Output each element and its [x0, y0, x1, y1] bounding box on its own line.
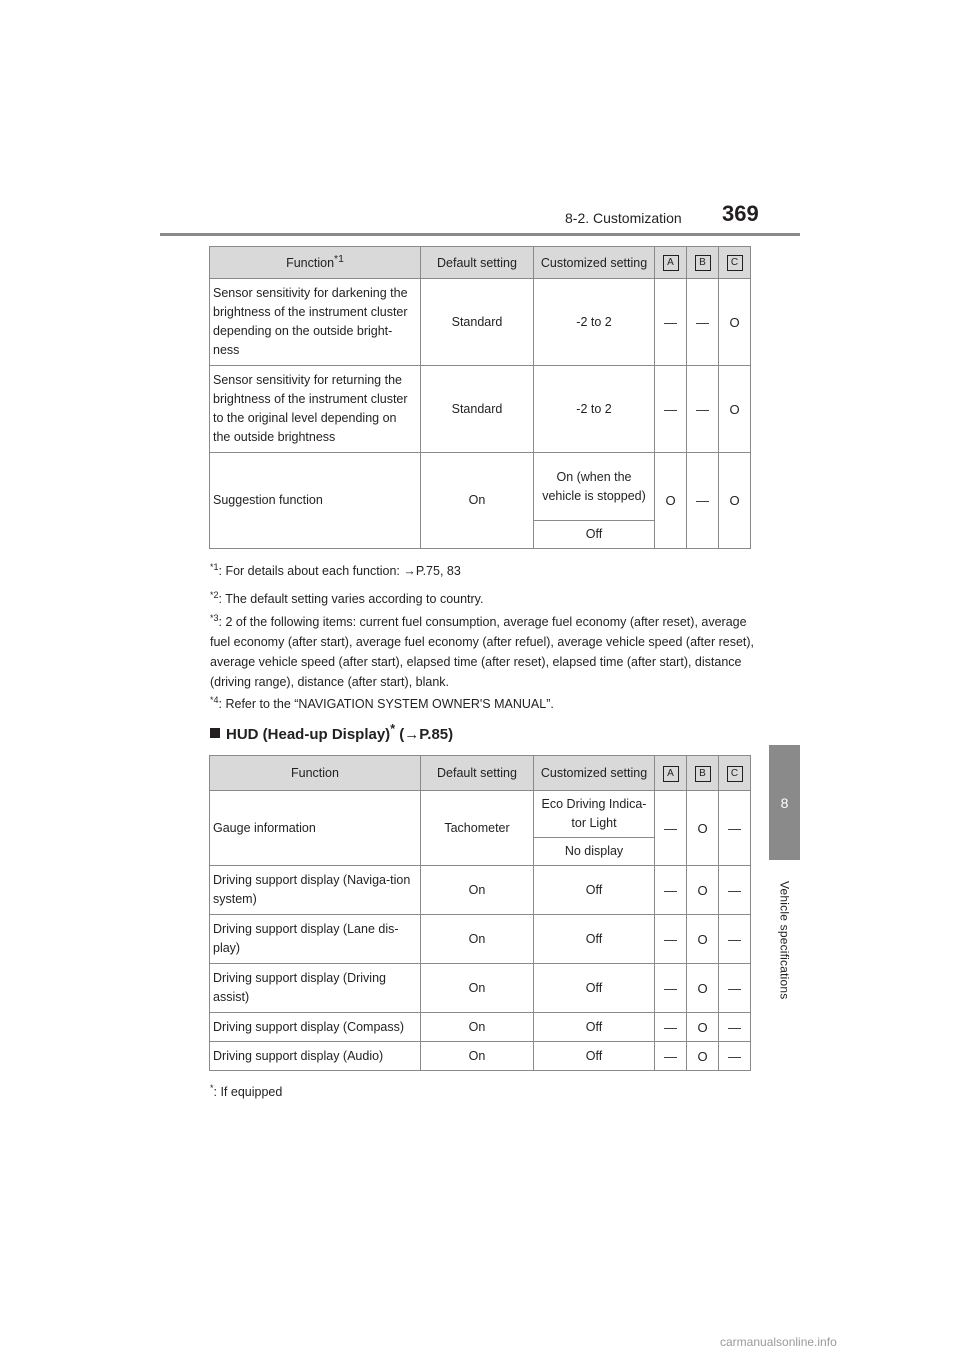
function-cell: Driving support display (Audio)	[210, 1042, 421, 1071]
footnote-if-equipped: *: If equipped	[210, 1083, 283, 1100]
table-row	[210, 1042, 751, 1071]
customized-cell: -2 to 2	[534, 366, 655, 453]
hud-settings-table	[209, 755, 751, 1071]
customized-setting-header: Customized setting	[534, 247, 655, 279]
b-mark: —	[687, 453, 719, 549]
customized-cell: -2 to 2	[534, 279, 655, 366]
c-mark: —	[719, 1013, 751, 1042]
default-setting-header: Default setting	[421, 756, 534, 791]
customized-cell: Off	[534, 1042, 655, 1071]
a-mark: O	[655, 453, 687, 549]
table-header-row	[210, 756, 751, 791]
default-cell: On	[421, 915, 534, 964]
column-c-header	[719, 756, 751, 791]
footnote: $^{*1}$: For details about each function: →P.75, 83	[210, 562, 461, 579]
b-box-icon: B	[695, 255, 711, 271]
table-row	[210, 366, 751, 453]
table-row	[210, 866, 751, 915]
function-header: Function	[210, 756, 421, 791]
customized-cell: Off	[534, 915, 655, 964]
b-mark: O	[687, 964, 719, 1013]
table-row	[210, 453, 751, 521]
default-cell: On	[421, 1042, 534, 1071]
a-mark: —	[655, 866, 687, 915]
customized-cell: Off	[534, 521, 655, 549]
footnote: $^{*4}$: Refer to the “NAVIGATION SYSTEM OWNER'S MANUAL”.	[210, 695, 554, 712]
a-mark: —	[655, 791, 687, 866]
function-cell: Sensor sensitivity for returning the brightness of the instrument cluster to the original level depending on the outside brightness	[210, 366, 421, 453]
default-cell: On	[421, 964, 534, 1013]
column-a-header	[655, 247, 687, 279]
customized-cell: On (when the vehicle is stopped)	[534, 453, 655, 521]
c-mark: —	[719, 866, 751, 915]
meter-settings-table	[209, 246, 751, 549]
header-divider	[160, 233, 800, 236]
c-mark: O	[719, 366, 751, 453]
customized-cell: Eco Driving Indica-tor Light	[534, 791, 655, 838]
a-mark: —	[655, 279, 687, 366]
function-cell: Suggestion function	[210, 453, 421, 549]
default-cell: On	[421, 453, 534, 549]
column-b-header	[687, 756, 719, 791]
a-mark: —	[655, 1013, 687, 1042]
default-cell: Standard	[421, 366, 534, 453]
customized-cell: Off	[534, 866, 655, 915]
function-cell: Driving support display (Compass)	[210, 1013, 421, 1042]
b-mark: O	[687, 791, 719, 866]
watermark: carmanualsonline.info	[720, 1335, 837, 1349]
column-c-header	[719, 247, 751, 279]
table-row	[210, 915, 751, 964]
a-mark: —	[655, 964, 687, 1013]
a-mark: —	[655, 1042, 687, 1071]
default-setting-header: Default setting	[421, 247, 534, 279]
c-mark: —	[719, 791, 751, 866]
table-row	[210, 279, 751, 366]
default-cell: Tachometer	[421, 791, 534, 866]
hud-section-heading: HUD (Head-up Display)* (→P.85)	[210, 722, 453, 743]
b-mark: O	[687, 866, 719, 915]
c-box-icon: C	[727, 766, 743, 782]
a-mark: —	[655, 915, 687, 964]
section-title: 8-2. Customization	[565, 210, 682, 226]
table-row	[210, 964, 751, 1013]
customized-cell: Off	[534, 964, 655, 1013]
a-box-icon: A	[663, 766, 679, 782]
function-header: Function$^{*1}$	[210, 247, 421, 279]
c-mark: O	[719, 279, 751, 366]
table-row	[210, 1013, 751, 1042]
c-mark: —	[719, 964, 751, 1013]
function-cell: Driving support display (Driving assist)	[210, 964, 421, 1013]
b-mark: O	[687, 1042, 719, 1071]
default-cell: Standard	[421, 279, 534, 366]
table-row	[210, 791, 751, 838]
bullet-square-icon	[210, 728, 220, 738]
a-mark: —	[655, 366, 687, 453]
chapter-tab: 8	[769, 745, 800, 860]
column-a-header	[655, 756, 687, 791]
default-cell: On	[421, 1013, 534, 1042]
c-box-icon: C	[727, 255, 743, 271]
b-mark: O	[687, 915, 719, 964]
footnote: $^{*2}$: The default setting varies according to country.	[210, 590, 484, 607]
b-box-icon: B	[695, 766, 711, 782]
c-mark: —	[719, 1042, 751, 1071]
c-mark: O	[719, 453, 751, 549]
b-mark: —	[687, 366, 719, 453]
a-box-icon: A	[663, 255, 679, 271]
column-b-header	[687, 247, 719, 279]
function-cell: Gauge information	[210, 791, 421, 866]
page-number: 369	[722, 201, 759, 226]
footnote: $^{*3}$: 2 of the following items: current fuel consumption, average fuel economy (after reset), average fuel economy (after start), average fuel economy (after refuel), average vehicle speed (after reset), average vehicle speed (after start), elapsed time (after reset), elapsed time (after start), distance (driving range), distance (after start), blank.	[210, 613, 755, 690]
customized-cell: Off	[534, 1013, 655, 1042]
customized-setting-header: Customized setting	[534, 756, 655, 791]
customized-cell: No display	[534, 838, 655, 866]
b-mark: —	[687, 279, 719, 366]
table-header-row	[210, 247, 751, 279]
function-cell: Driving support display (Naviga-tion system)	[210, 866, 421, 915]
default-cell: On	[421, 866, 534, 915]
c-mark: —	[719, 915, 751, 964]
function-cell: Driving support display (Lane dis-play)	[210, 915, 421, 964]
b-mark: O	[687, 1013, 719, 1042]
function-cell: Sensor sensitivity for darkening the brightness of the instrument cluster depending on the outside bright-ness	[210, 279, 421, 366]
chapter-tab-label: Vehicle specifications	[777, 880, 792, 1000]
